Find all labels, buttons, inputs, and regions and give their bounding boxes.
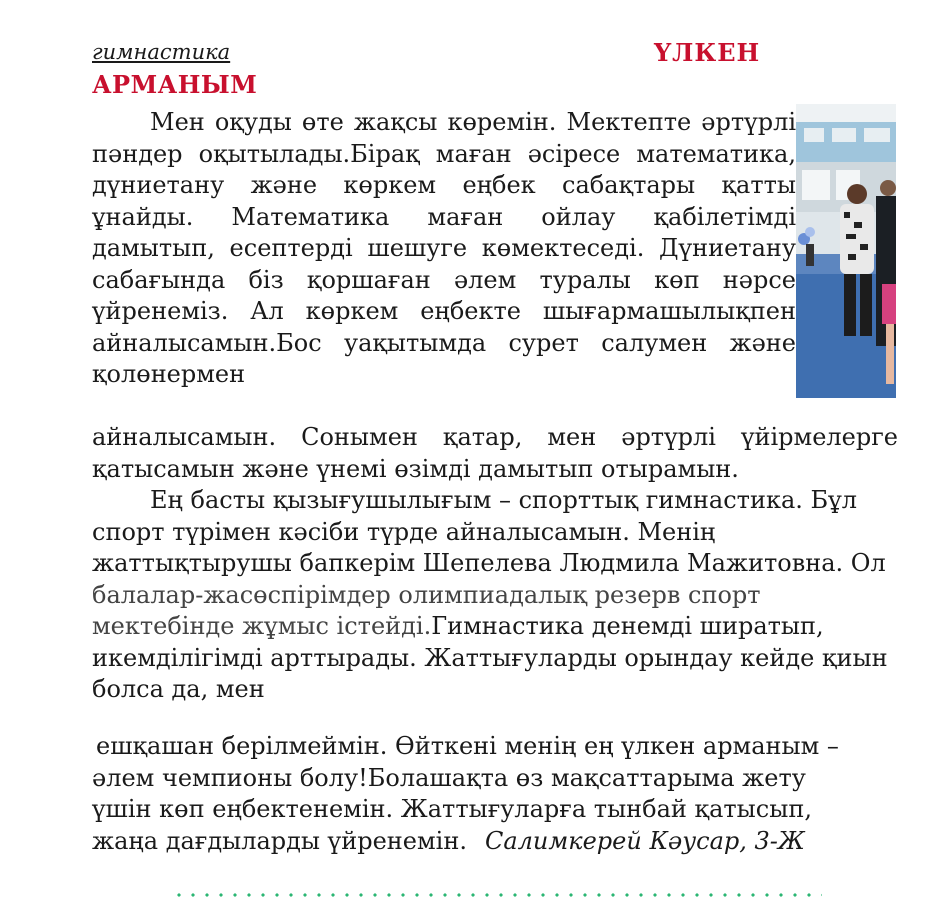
- section-label: гимнастика: [92, 40, 231, 64]
- article-line-final: [92, 827, 805, 855]
- article-paragraph-1: Мен оқуды өте жақсы көремін. Мектепте әртүрлі пәндер оқытылады.Бірақ маған әсіресе математика, дүниетану және көркем еңбек сабақтары қатты ұнайды. Математика маған ойлау қабілетімді дамытып, есептерді шешуге көмектеседі. Дүниетану сабағында біз қоршаған әлем туралы көп нәрсе үйренеміз. Ал көркем еңбекте шығармашылықпен айналысамын.Бос уақытымда сурет салумен және қолөнермен: [92, 108, 796, 388]
- article-title-line2: АРМАНЫМ: [92, 70, 258, 99]
- article-paragraph-2: [92, 485, 898, 706]
- decorative-dotted-divider: [172, 892, 822, 898]
- paragraph-2-rest: Гимнастика денемді ширатып, икемділігімді арттырады. Жаттығуларды орындау кейде қиын болса да, мен: [92, 612, 888, 703]
- article-line-zhana: жаңа дағдыларды үйренемін.: [92, 827, 467, 855]
- author-signature: Салимкерей Кәусар, 3-Ж: [484, 827, 805, 855]
- paragraph-2-text: Ең басты қызығушылығым – спорттық гимнастика. Бұл спорт түрімен кәсіби түрде айналысамын. Менің жаттықтырушы бапкерім Шепелева Людмила Мажитовна. Ол: [92, 486, 886, 577]
- article-title-line1: ҮЛКЕН: [654, 38, 761, 67]
- gym-photo-drawing: [796, 104, 896, 398]
- article-paragraph-1-tail: айналысамын. Сонымен қатар, мен әртүрлі үйірмелерге қатысамын және үнемі өзімді дамытып отырамын.: [92, 423, 898, 483]
- article-line-ewqashan: ешқашан берілмеймін. Өйткені менің ең үлкен арманым –: [96, 732, 839, 760]
- gym-photo: [796, 104, 896, 398]
- article-line-alem: әлем чемпионы болу!Болашақта өз мақсаттарыма жету: [92, 764, 806, 792]
- article-line-ushin: үшін көп еңбектенемін. Жаттығуларға тынбай қатысып,: [92, 795, 812, 823]
- paragraph-2-school-name: балалар-жасөспірімдер олимпиадалық резерв спорт мектебінде жұмыс істейді.: [92, 580, 761, 640]
